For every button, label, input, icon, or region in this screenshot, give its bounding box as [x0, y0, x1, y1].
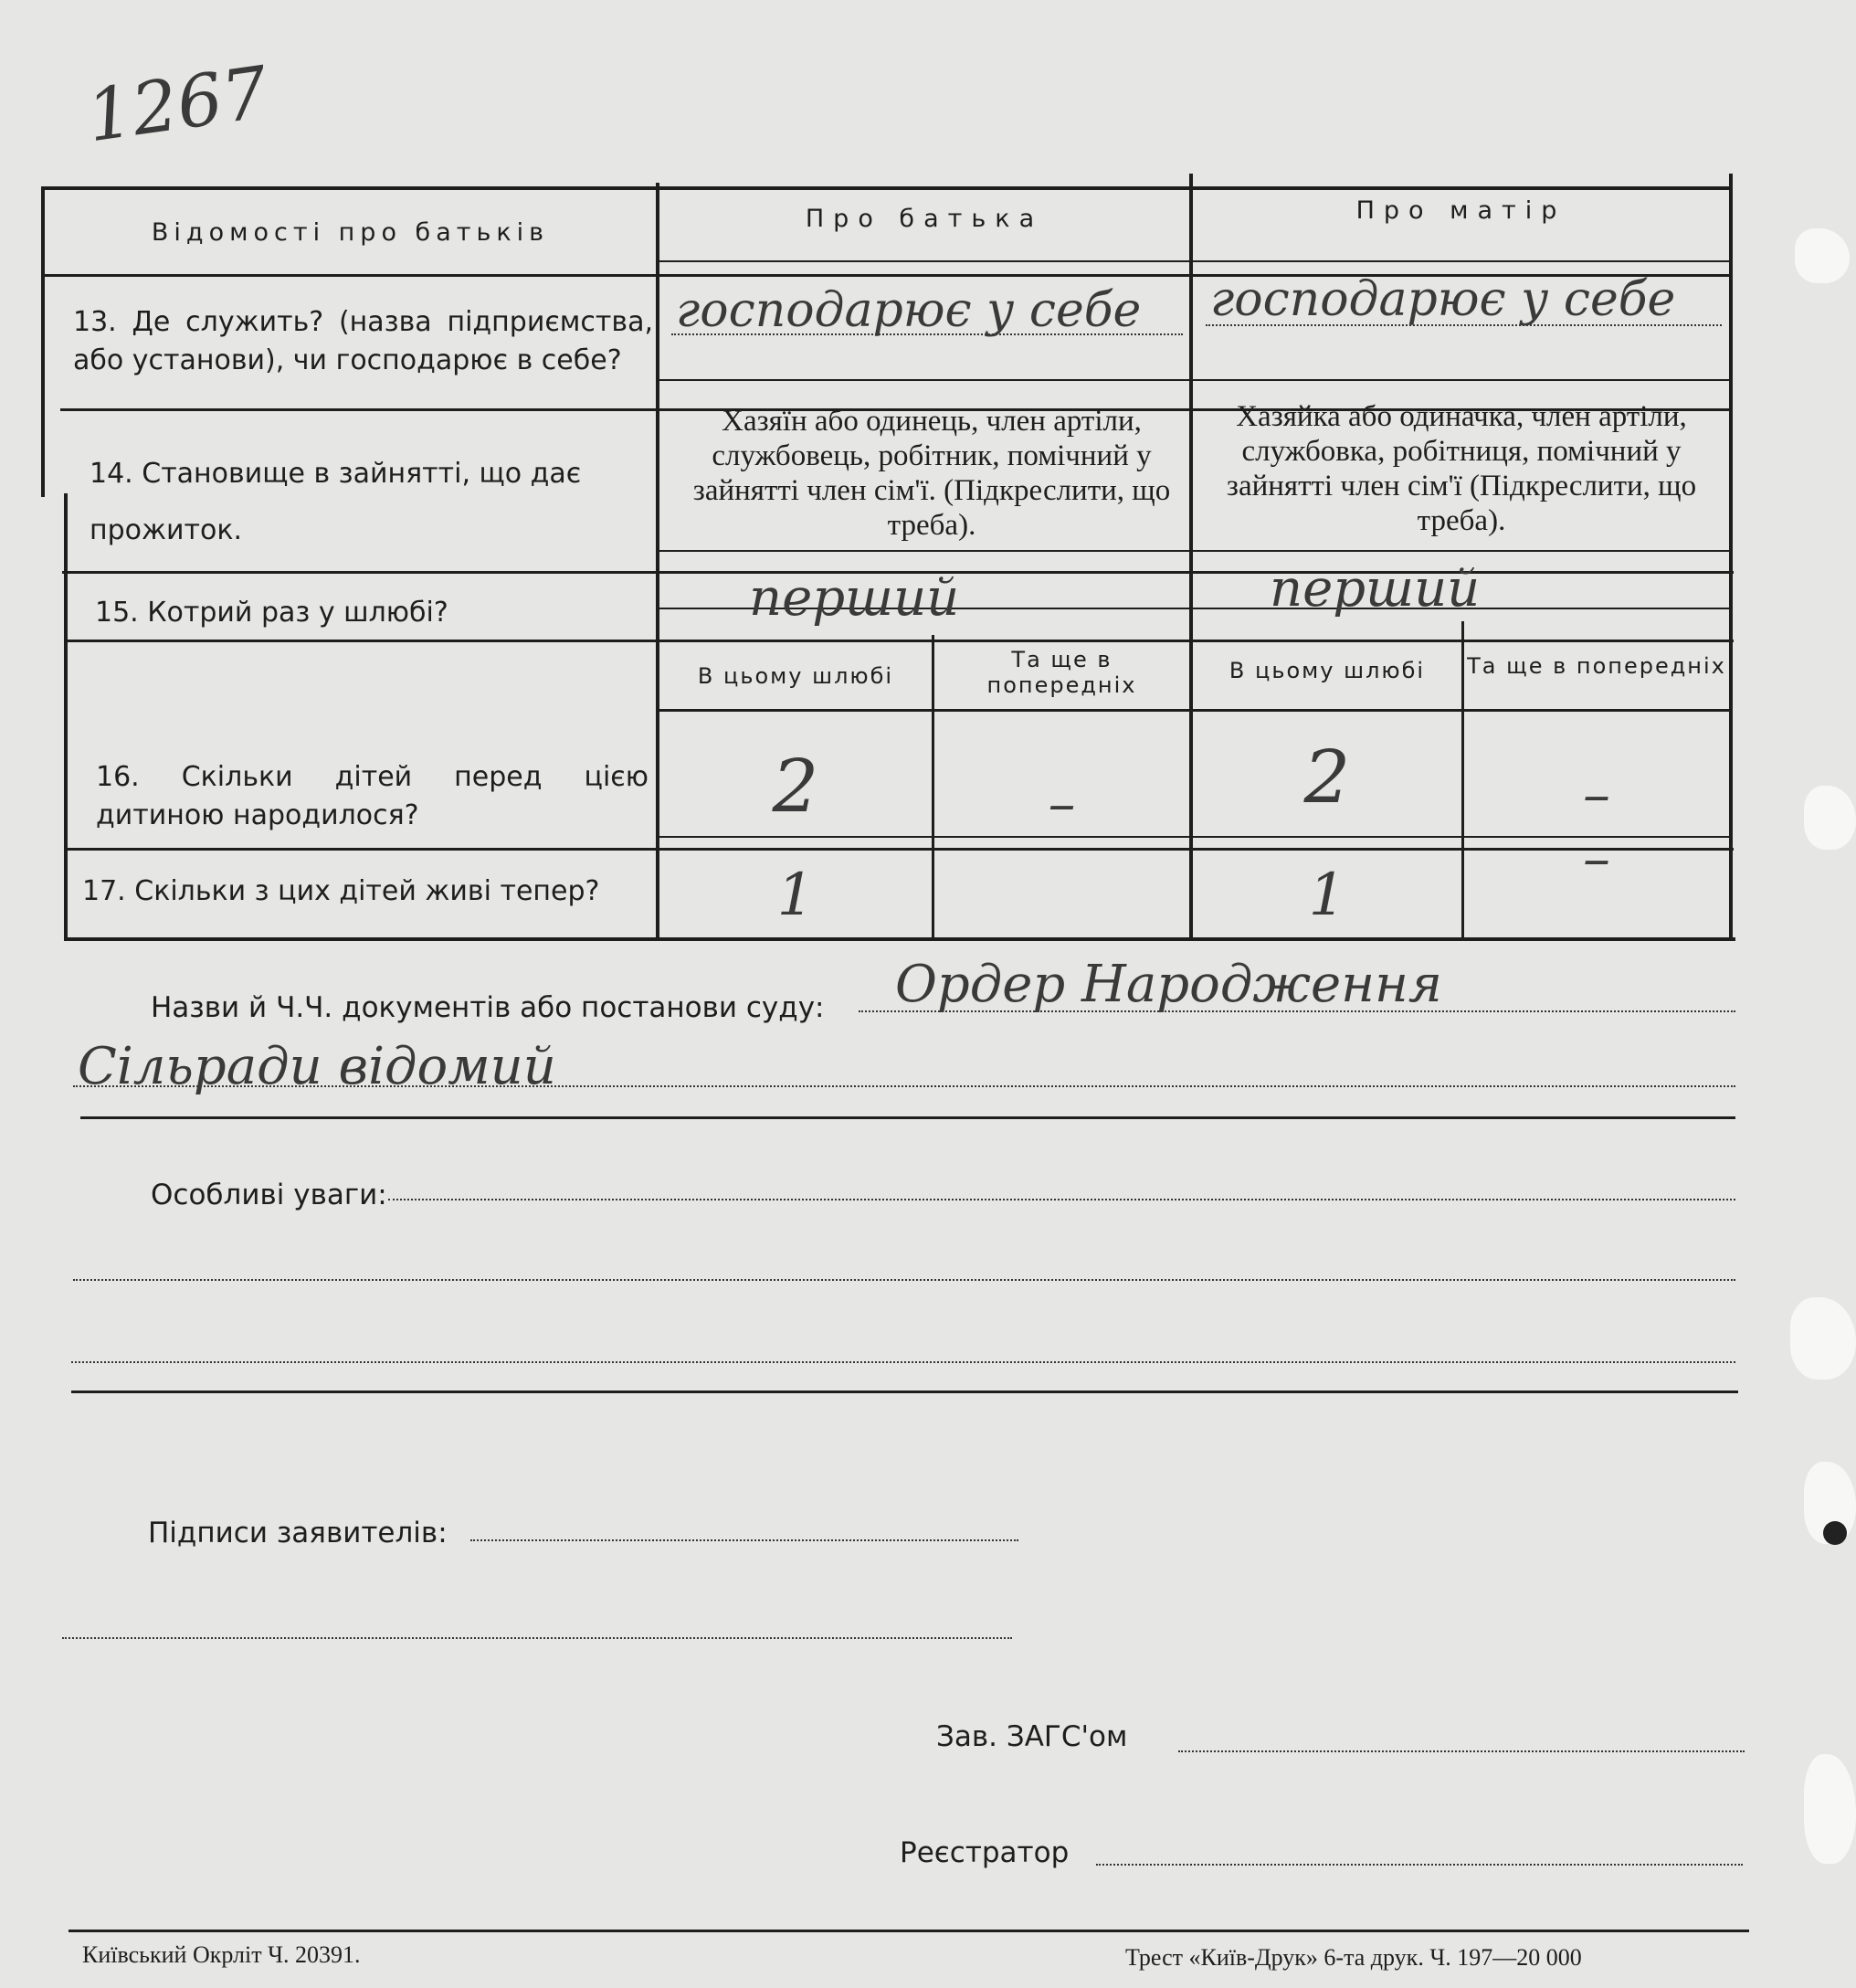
- question-15: 15. Котрий раз у шлюбі?: [95, 597, 448, 629]
- documents-value-line2: Сільради відомий: [78, 1037, 556, 1096]
- answer-16-father-previous: –: [1048, 772, 1076, 836]
- header-mother: Про матір: [1355, 196, 1566, 225]
- answer-17-father-previous: [934, 854, 1189, 936]
- header-parents-info: Відомості про батьків: [151, 217, 550, 247]
- answer-16-mother-previous: –: [1583, 763, 1610, 827]
- registrar-label: Реєстратор: [900, 1836, 1070, 1869]
- head-of-registry-label: Зав. ЗАГС'ом: [936, 1720, 1128, 1753]
- applicants-signatures-label: Підписи заявителів:: [148, 1517, 448, 1549]
- documents-value-line1: Ордер Народження: [895, 955, 1442, 1014]
- paper-damage: [1804, 786, 1856, 850]
- answer-16-mother-this: 2: [1303, 734, 1351, 820]
- header-father: Про батька: [805, 204, 1044, 233]
- question-14: 14. Становище в зайнятті, що дає прожиток.: [90, 458, 582, 546]
- answer-17-mother-previous: –: [1583, 827, 1610, 891]
- options-14-father: Хазяїн або одинець, член артіли, службовець, робітник, помічний у зайнятті член сім'ї. (Підкреслити, що треба).: [692, 405, 1171, 542]
- footer-printer-right: Трест «Київ-Друк» 6-та друк. Ч. 197—20 000: [1125, 1944, 1582, 1971]
- remarks-label: Особливі уваги:: [151, 1179, 387, 1211]
- paper-damage: [1795, 228, 1850, 283]
- answer-16-father-this: 2: [772, 743, 819, 829]
- folio-number: 1267: [81, 51, 273, 159]
- punch-hole: [1823, 1521, 1847, 1545]
- documents-label: Назви й Ч.Ч. документів або постанови суду:: [151, 991, 825, 1024]
- question-16: 16. Скільки дітей перед цією дитиною народилося?: [96, 761, 649, 831]
- options-14-mother: Хазяйка або одиначка, член артіли, службовка, робітниця, помічний у зайнятті член сім'ї (Підкреслити, що треба).: [1226, 399, 1697, 537]
- subheader-mother-previous: Та ще в попередніх: [1467, 653, 1726, 679]
- answer-15-father: перший: [749, 568, 960, 628]
- question-17: 17. Скільки з цих дітей живі тепер?: [82, 875, 600, 907]
- answer-17-mother-this: 1: [1308, 862, 1346, 929]
- answer-13-father: господарює у себе: [676, 283, 1142, 338]
- paper-damage: [1790, 1297, 1856, 1380]
- footer-publisher-left: Київський Окрліт Ч. 20391.: [82, 1941, 361, 1968]
- question-13: 13. Де служить? (назва підприємства, або установи), чи господарює в себе?: [73, 306, 653, 376]
- answer-15-mother: перший: [1270, 559, 1481, 619]
- subheader-father-this: В цьому шлюбі: [697, 662, 894, 689]
- subheader-mother-this: В цьому шлюбі: [1229, 658, 1426, 683]
- answer-13-mother: господарює у себе: [1210, 272, 1676, 327]
- paper-damage: [1804, 1754, 1856, 1864]
- subheader-father-previous: Та ще в попередніх: [986, 646, 1137, 698]
- answer-17-father-this: 1: [776, 862, 815, 929]
